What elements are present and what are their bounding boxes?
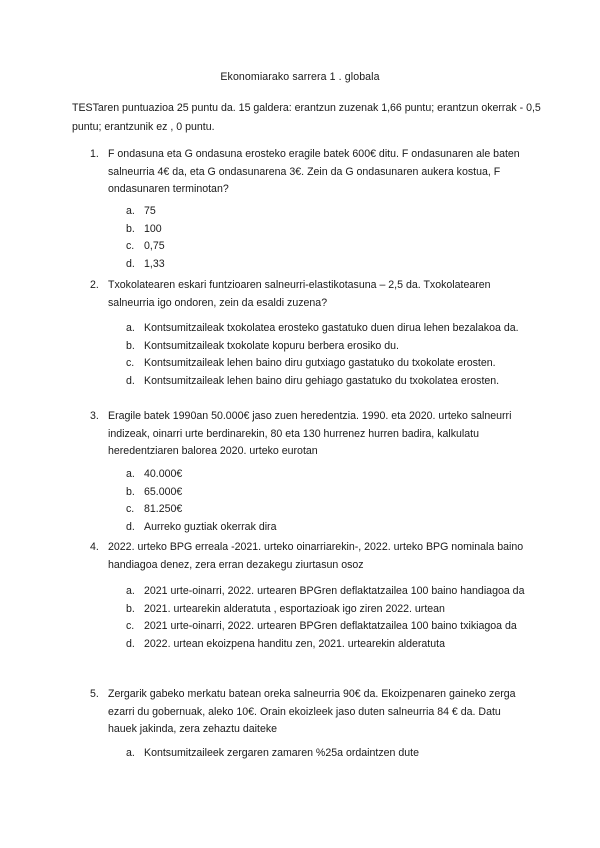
option-a [126, 320, 536, 338]
question-number: 4. [90, 541, 99, 553]
question-2 [90, 277, 530, 312]
option-label: b. [126, 339, 135, 352]
question-number: 5. [90, 688, 99, 700]
option-b [126, 221, 536, 239]
option-a [126, 203, 536, 221]
option-text: 40.000€ [144, 468, 183, 480]
option-b [126, 338, 536, 356]
option-text: Kontsumitzaileak lehen baino diru gehiago gastatuko du txokolatea erosten. [144, 374, 500, 387]
option-b [126, 601, 536, 619]
option-label: c. [126, 620, 135, 632]
option-label: c. [126, 240, 135, 252]
question-number: 3. [90, 410, 99, 422]
option-text: Kontsumitzaileak txokolate kopuru berbera erosiko du. [144, 339, 399, 352]
option-a [126, 745, 536, 763]
question-text: F ondasuna eta G ondasuna erosteko eragile batek 600€ ditu. F ondasunaren ale baten salneurria 4€ da, eta G ondasunarena 3€. Zein da G ondasunaren aukera kostua, F ondasunaren terminotan? [108, 148, 520, 195]
question-1-options [126, 203, 536, 273]
option-label: a. [126, 322, 135, 334]
option-text: 65.000€ [144, 485, 183, 498]
option-d [126, 519, 536, 537]
option-label: d. [126, 374, 135, 387]
option-label: b. [126, 222, 135, 235]
question-text: 2022. urteko BPG erreala -2021. urteko oinarriarekin-, 2022. urteko BPG nominala baino handiagoa denez, zera erran dezakegu ziurtasun osoz [108, 541, 524, 571]
question-5-options [126, 745, 536, 763]
option-text: Kontsumitzaileak lehen baino diru gutxiago gastatuko du txokolate erosten. [144, 357, 496, 369]
option-text: 1,33 [144, 257, 165, 270]
question-3-options [126, 466, 536, 536]
option-text: 81.250€ [144, 503, 183, 515]
option-text: 75 [144, 205, 156, 217]
option-label: c. [126, 357, 135, 369]
option-text: 2022. urtean ekoizpena handitu zen, 2021. urtearekin alderatuta [144, 637, 445, 650]
question-text: Txokolatearen eskari funtzioaren salneurri-elastikotasuna – 2,5 da. Txokolatearen salneurria igo ondoren, zein da esaldi zuzena? [108, 279, 491, 309]
option-text: 100 [144, 222, 162, 235]
option-text: Kontsumitzaileak txokolatea erosteko gastatuko duen dirua lehen bezalakoa da. [144, 322, 519, 334]
question-text: Eragile batek 1990an 50.000€ jaso zuen heredentzia. 1990. eta 2020. urteko salneurri indizeak, oinarri urte berdinarekin, 80 eta 130 hurrenez hurren badira, kalkulatu heredentziaren balorea 2020. urteko eurotan [108, 410, 512, 457]
option-text: Aurreko guztiak okerrak dira [144, 520, 277, 533]
question-number: 1. [90, 148, 99, 160]
intro-paragraph: TESTaren puntuazioa 25 puntu da. 15 galdera: erantzun zuzenak 1,66 puntu; erantzun okerrak - 0,5 puntu; erantzunik ez , 0 puntu. [72, 102, 541, 133]
option-label: a. [126, 747, 135, 759]
question-number: 2. [90, 279, 99, 291]
option-a [126, 466, 536, 484]
question-4-options [126, 583, 536, 653]
question-2-options [126, 320, 536, 390]
question-3 [90, 408, 530, 461]
option-a [126, 583, 536, 601]
option-d [126, 373, 536, 391]
question-1 [90, 146, 530, 199]
option-label: d. [126, 520, 135, 533]
option-label: a. [126, 585, 135, 597]
option-c [126, 355, 536, 373]
option-text: 2021. urtearekin alderatuta , esportazioak igo ziren 2022. urtean [144, 602, 445, 615]
option-text: 2021 urte-oinarri, 2022. urtearen BPGren deflaktatzailea 100 baino handiagoa da [144, 585, 525, 597]
option-d [126, 256, 536, 274]
option-d [126, 636, 536, 654]
option-label: b. [126, 485, 135, 498]
option-label: b. [126, 602, 135, 615]
option-label: a. [126, 205, 135, 217]
option-label: d. [126, 257, 135, 270]
option-text: 0,75 [144, 240, 165, 252]
question-text: Zergarik gabeko merkatu batean oreka salneurria 90€ da. Ekoizpenaren gaineko zerga ezarri du gobernuak, aleko 10€. Orain ekoizleek jaso duten salneurria 84 € da. Datu hauek jakinda, zera zehaztu daiteke [108, 688, 516, 735]
option-c [126, 501, 536, 519]
question-4 [90, 539, 530, 574]
option-label: d. [126, 637, 135, 650]
option-b [126, 484, 536, 502]
option-label: c. [126, 503, 135, 515]
option-label: a. [126, 468, 135, 480]
option-c [126, 618, 536, 636]
option-text: Kontsumitzaileek zergaren zamaren %25a ordaintzen dute [144, 747, 420, 759]
option-c [126, 238, 536, 256]
option-text: 2021 urte-oinarri, 2022. urtearen BPGren deflaktatzailea 100 baino txikiagoa da [144, 620, 517, 632]
document-title: Ekonomiarako sarrera 1 . globala [220, 71, 380, 83]
question-5 [90, 686, 530, 739]
